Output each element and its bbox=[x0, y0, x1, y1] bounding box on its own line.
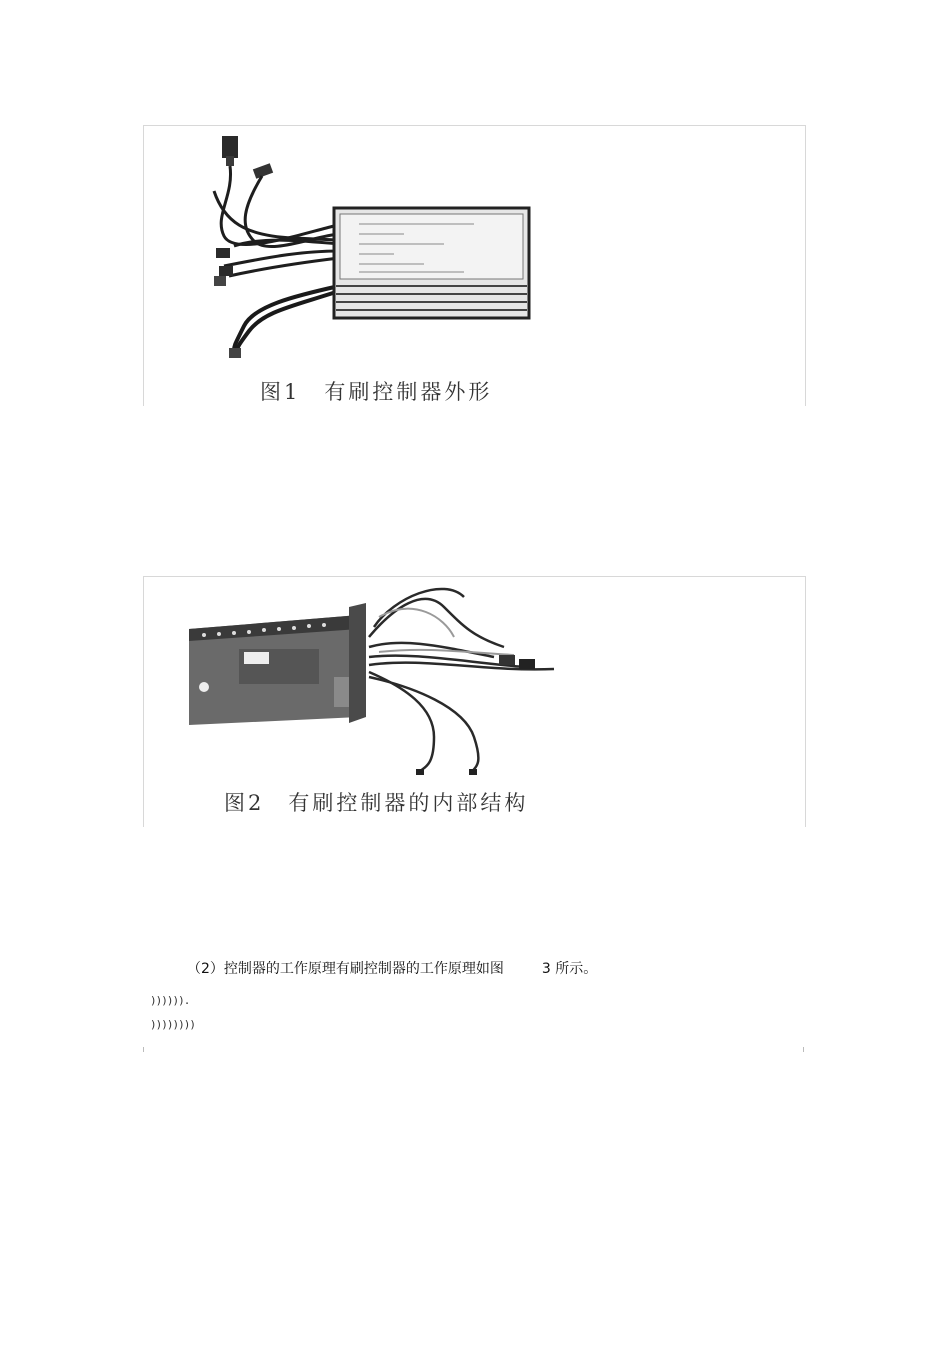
paragraph-text-part2: 3 所示。 bbox=[541, 961, 598, 977]
figure-1 bbox=[143, 125, 806, 406]
figure-1-caption: 图1 有刷控制器外形 bbox=[260, 380, 493, 404]
frame-tick-right bbox=[803, 1047, 804, 1052]
figure-2 bbox=[143, 576, 806, 827]
frame-tick-left bbox=[143, 1047, 144, 1052]
figure-2-caption: 图2 有刷控制器的内部结构 bbox=[224, 791, 529, 815]
paragraph-text-part1: （2）控制器的工作原理有刷控制器的工作原理如图 bbox=[187, 961, 504, 977]
residual-marks-line-2: )))))))) bbox=[150, 1018, 195, 1031]
body-paragraph bbox=[187, 958, 597, 978]
controller-exterior-photo bbox=[144, 126, 805, 406]
residual-marks-line-1: )))))). bbox=[150, 994, 190, 1007]
